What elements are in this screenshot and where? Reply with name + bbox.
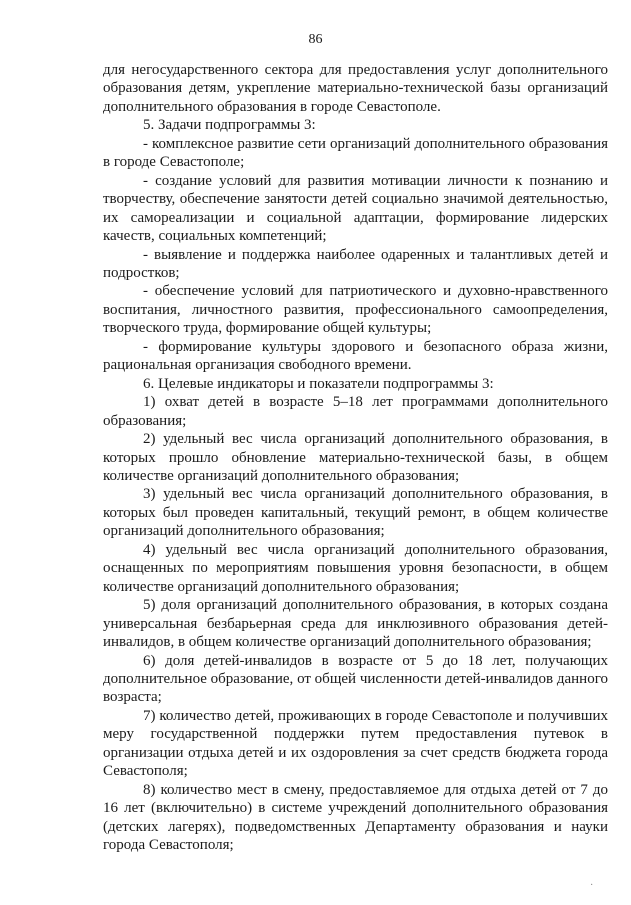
paragraph-task-2: - создание условий для развития мотивации личности к познанию и творчеству, обеспечение занятости детей социально значимой деятельностью, их самореализации и социальной адаптации, формирование лидерских качеств, социальных компетенций;: [103, 172, 608, 245]
page-number: 86: [308, 32, 323, 47]
paragraph-tasks-heading: 5. Задачи подпрограммы 3:: [143, 117, 316, 134]
paragraph-indicator-1: 1) охват детей в возрасте 5–18 лет программами дополнительного образования;: [103, 394, 608, 429]
paragraph-task-1: - комплексное развитие сети организаций дополнительного образования в городе Севастополе;: [103, 135, 608, 171]
paragraph-indicator-2: 2) удельный вес числа организаций дополнительного образования, в которых прошло обновление материально-технической базы, в общем количестве организаций дополнительного образования;: [103, 431, 608, 484]
paragraph-indicators-heading: 6. Целевые индикаторы и показатели подпрограммы 3:: [143, 375, 494, 392]
scan-speck: ·: [590, 880, 594, 891]
paragraph-indicator-6: 6) доля детей-инвалидов в возрасте от 5 до 18 лет, получающих дополнительное образование, от общей численности детей-инвалидов данного возраста;: [103, 652, 608, 706]
paragraph-task-3: - выявление и поддержка наиболее одаренных и талантливых детей и подростков;: [103, 246, 608, 281]
paragraph-indicator-3: 3) удельный вес числа организаций дополнительного образования, в которых был проведен капитальный, текущий ремонт, в общем количестве организаций дополнительного образования;: [103, 486, 608, 540]
paragraph-indicator-5: 5) доля организаций дополнительного образования, в которых создана универсальная безбарьерная среда для инклюзивного образования детей-инвалидов, в общем количестве организаций дополнительного образования;: [103, 597, 608, 651]
paragraph-indicator-7: 7) количество детей, проживающих в городе Севастополе и получивших меру государственной поддержки путем предоставления путевок в организации отдыха детей и их оздоровления за счет средств бюджета города Севастополя;: [103, 707, 608, 780]
paragraph-indicator-8: 8) количество мест в смену, предоставляемое для отдыха детей от 7 до 16 лет (включительно) в системе учреждений дополнительного образования (детских лагерях), подведомственных Департаменту образования и науки города Севастополя;: [103, 781, 608, 854]
paragraph-intro-continuation: для негосударственного сектора для предоставления услуг дополнительного образования детям, укрепление материально-технической базы организаций дополнительного образования в городе Севастополе.: [103, 62, 608, 115]
document-body: [103, 61, 608, 854]
paragraph-task-5: - формирование культуры здорового и безопасного образа жизни, рациональная организация свободного времени.: [103, 338, 608, 374]
paragraph-task-4: - обеспечение условий для патриотического и духовно-нравственного воспитания, личностного развития, профессионального самоопределения, творческого труда, формирование общей культуры;: [103, 283, 608, 337]
paragraph-indicator-4: 4) удельный вес числа организаций дополнительного образования, оснащенных по мероприятиям повышения уровня безопасности, в общем количестве организаций дополнительного образования;: [103, 541, 608, 595]
